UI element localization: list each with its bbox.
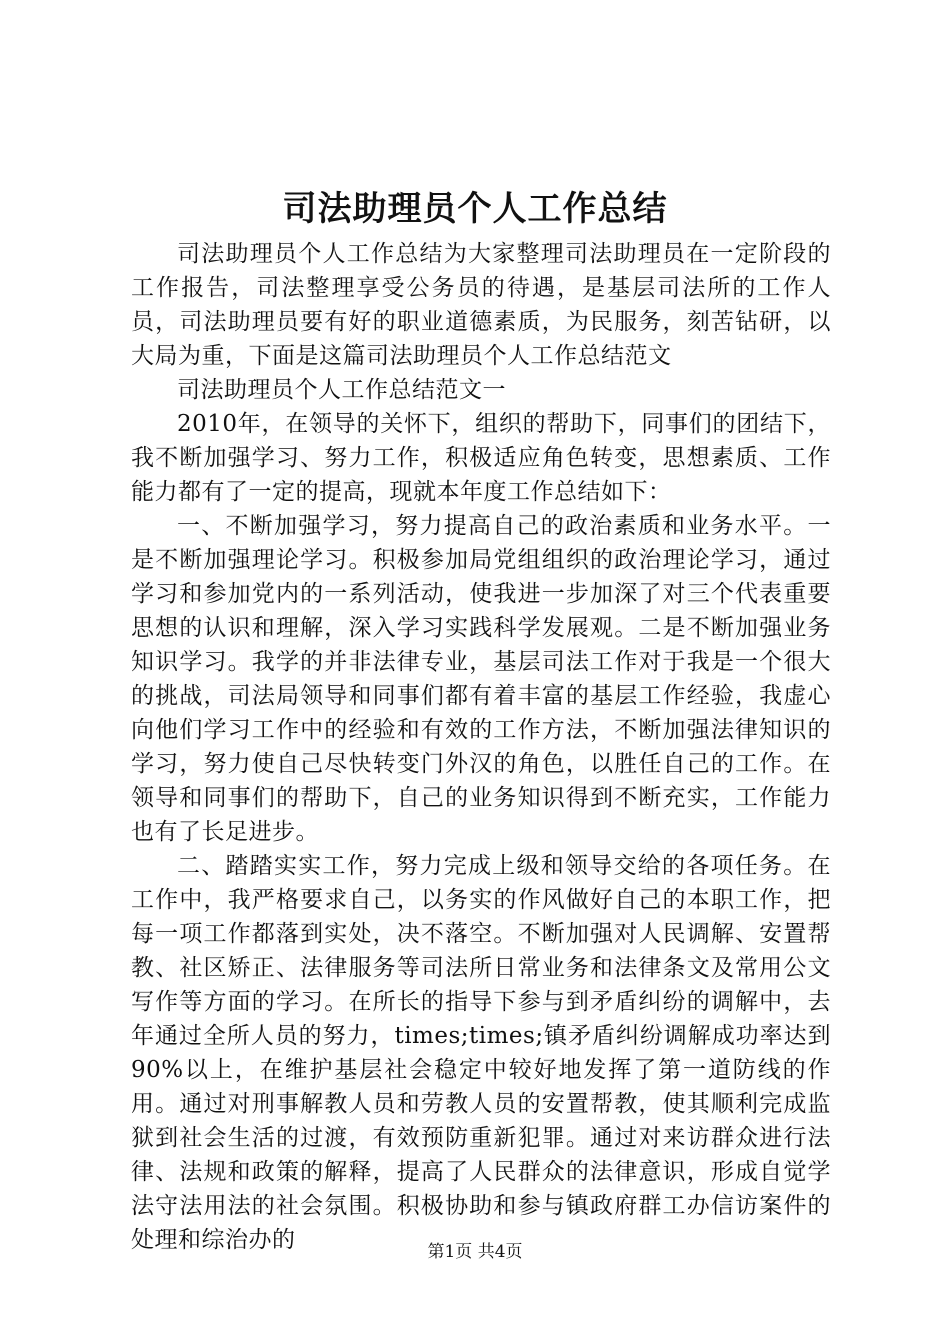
page-number-footer: 第1页 共4页 bbox=[427, 1242, 523, 1262]
document-title: 司法助理员个人工作总结 bbox=[282, 189, 668, 229]
paragraph-section-two: 二、踏踏实实工作，努力完成上级和领导交给的各项任务。在工作中，我严格要求自己，以务实的作风做好自己的本职工作，把每一项工作都落到实处，决不落空。不断加强对人民调解、安置帮教、社区矫正、法律服务等司法所日常业务和法律条文及常用公文写作等方面的学习。在所长的指导下参与到矛盾纠纷的调解中，去年通过全所人员的努力，times;times;镇矛盾纠纷调解成功率达到90%以上，在维护基层社会稳定中较好地发挥了第一道防线的作用。通过对刑事解教人员和劳教人员的安置帮教，使其顺利完成监狱到社会生活的过渡，有效预防重新犯罪。通过对来访群众进行法律、法规和政策的解释，提高了人民群众的法律意识，形成自觉学法守法用法的社会氛围。积极协助和参与镇政府群工办信访案件的处理和综治办的 bbox=[131, 853, 831, 1253]
paragraph-section-one: 一、不断加强学习，努力提高自己的政治素质和业务水平。一是不断加强理论学习。积极参加局党组组织的政治理论学习，通过学习和参加党内的一系列活动，使我进一步加深了对三个代表重要思想的认识和理解，深入学习实践科学发展观。二是不断加强业务知识学习。我学的并非法律专业，基层司法工作对于我是一个很大的挑战，司法局领导和同事们都有着丰富的基层工作经验，我虚心向他们学习工作中的经验和有效的工作方法，不断加强法律知识的学习，努力使自己尽快转变门外汉的角色，以胜任自己的工作。在领导和同事们的帮助下，自己的业务知识得到不断充实，工作能力也有了长足进步。 bbox=[131, 513, 831, 845]
document-body bbox=[131, 237, 831, 1257]
paragraph-overview: 2010年，在领导的关怀下，组织的帮助下，同事们的团结下，我不断加强学习、努力工作，积极适应角色转变，思想素质、工作能力都有了一定的提高，现就本年度工作总结如下： bbox=[131, 411, 831, 505]
paragraph-sample-heading: 司法助理员个人工作总结范文一 bbox=[177, 377, 506, 403]
paragraph-intro: 司法助理员个人工作总结为大家整理司法助理员在一定阶段的工作报告，司法整理享受公务员的待遇，是基层司法所的工作人员，司法助理员要有好的职业道德素质，为民服务，刻苦钻研，以大局为重，下面是这篇司法助理员个人工作总结范文 bbox=[131, 241, 831, 369]
